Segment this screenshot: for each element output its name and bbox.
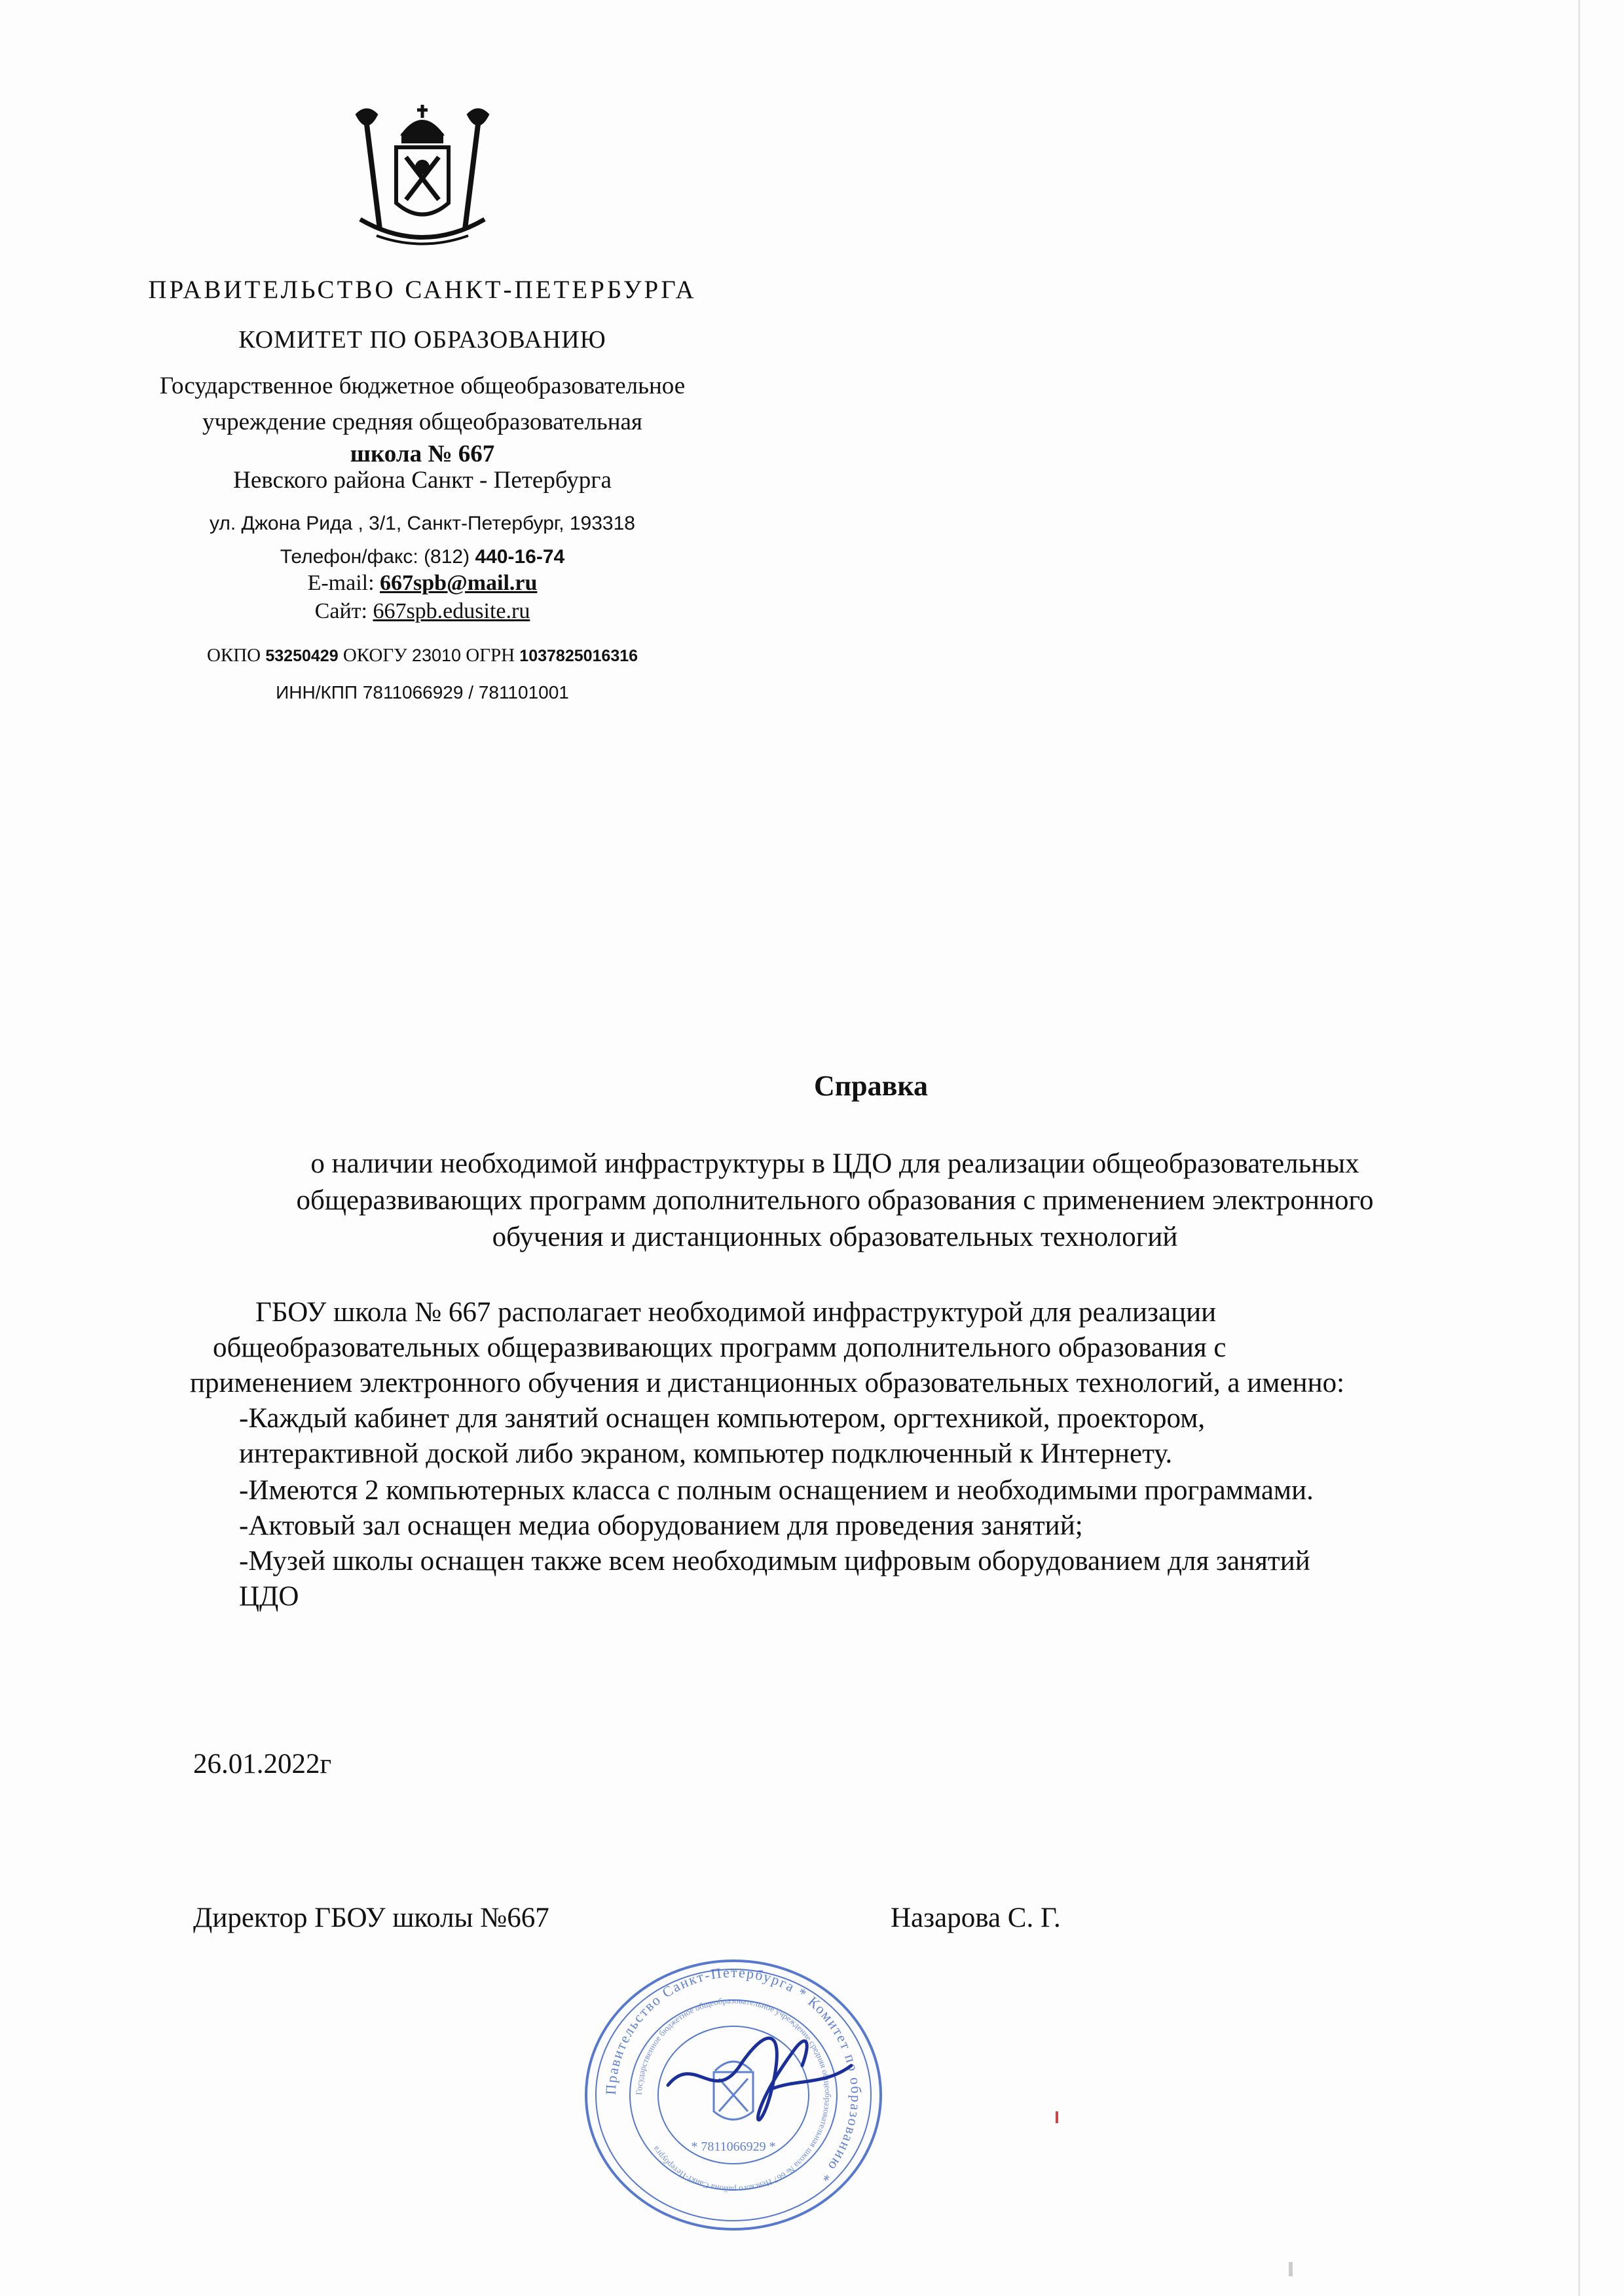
site-link[interactable]: 667spb.edusite.ru (373, 599, 530, 623)
stamp-center-number: * 7811066929 * (691, 2140, 776, 2154)
school-name: школа № 667 (350, 441, 495, 467)
org-line-2: учреждение средняя общеобразовательная (202, 409, 642, 435)
scan-mark (1289, 2262, 1293, 2276)
phone-label: Телефон/факс: (812) (280, 546, 475, 568)
org-line-1: Государственное бюджетное общеобразовательное (159, 373, 686, 399)
ogrn-label: ОГРН (461, 645, 520, 666)
address: ул. Джона Рида , 3/1, Санкт-Петербург, 193318 (210, 513, 635, 534)
okogu-label: ОКОГУ (338, 645, 412, 666)
list-item: -Каждый кабинет для занятий оснащен компьютером, оргтехникой, проектором, (239, 1403, 1206, 1434)
stamp-outer-text: Правительство Санкт-Петербурга * Комитет по образованию * (602, 1963, 865, 2186)
inn-kpp: ИНН/КПП 7811066929 / 781101001 (276, 682, 569, 702)
district: Невского района Санкт - Петербурга (233, 467, 612, 494)
list-item: -Актовый зал оснащен медиа оборудованием для проведения занятий; (239, 1510, 1083, 1541)
scan-mark (1056, 2111, 1058, 2123)
phone-number: 440-16-74 (475, 546, 565, 568)
subtitle-line: общеразвивающих программ дополнительного образования с применением электронного (296, 1185, 1374, 1216)
body-line: применением электронного обучения и дистанционных образовательных технологий, а именно: (190, 1368, 1345, 1398)
document-date: 26.01.2022г (193, 1749, 332, 1779)
body-line: общеобразовательных общеразвивающих программ дополнительного образования с (213, 1332, 1227, 1363)
scan-edge (1578, 0, 1580, 2296)
stamp-inner-text: Государственное бюджетное общеобразовательное учреждение средняя общеобразовательная школа № 667 Невского района Санкт-Петербурга (633, 1995, 834, 2195)
list-item: -Музей школы оснащен также всем необходимым цифровым оборудованием для занятий (239, 1546, 1310, 1576)
site-label: Сайт: (314, 599, 373, 623)
subtitle-line: о наличии необходимой инфраструктуры в ЦДО для реализации общеобразовательных (310, 1148, 1359, 1179)
document-title: Справка (813, 1070, 929, 1102)
okpo-label: ОКПО (206, 645, 266, 666)
email-label: E-mail: (307, 571, 380, 595)
committee-name: КОМИТЕТ ПО ОБРАЗОВАНИЮ (238, 326, 606, 354)
list-item: -Имеются 2 компьютерных класса с полным оснащением и необходимыми программами. (239, 1475, 1314, 1506)
list-item-continuation: ЦДО (239, 1581, 299, 1612)
okogu-value: 23010 (411, 646, 462, 665)
okpo-value: 53250429 (265, 647, 339, 665)
signatory-name: Назарова С. Г. (891, 1903, 1061, 1933)
signatory-position: Директор ГБОУ школы №667 (193, 1903, 549, 1933)
body-line: ГБОУ школа № 667 располагает необходимой инфраструктурой для реализации (255, 1297, 1217, 1328)
list-item-continuation: интерактивной доской либо экраном, компьютер подключенный к Интернету. (239, 1438, 1173, 1469)
ogrn-value: 1037825016316 (519, 647, 638, 665)
email-link[interactable]: 667spb@mail.ru (380, 571, 538, 595)
government-name: ПРАВИТЕЛЬСТВО САНКТ-ПЕТЕРБУРГА (148, 276, 697, 304)
subtitle-line: обучения и дистанционных образовательных технологий (492, 1222, 1178, 1252)
official-seal-stamp (576, 1954, 891, 2236)
